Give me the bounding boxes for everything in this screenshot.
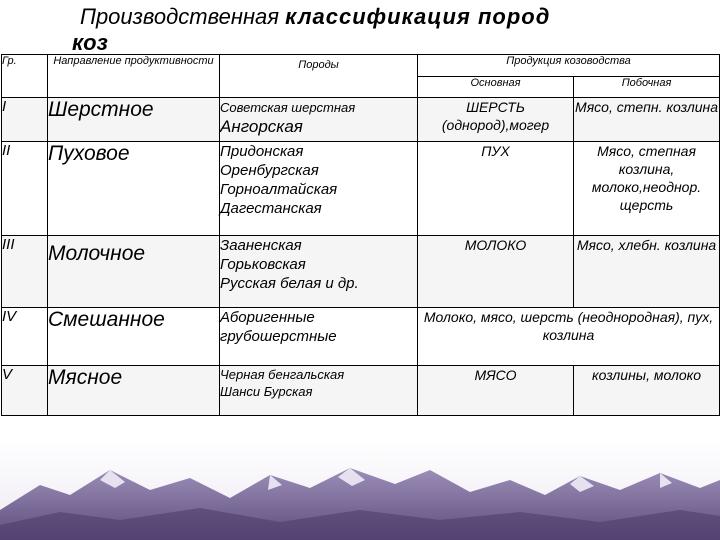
breed-item: Горноалтайская <box>220 181 338 198</box>
header-group: Гр. <box>2 55 48 98</box>
row-side-product: Мясо, хлебн. козлина <box>574 236 720 308</box>
row-main-product: МОЛОКО <box>418 236 574 308</box>
row-group: IV <box>2 308 48 366</box>
row-group: I <box>2 98 48 142</box>
row-breeds <box>220 236 418 308</box>
header-main: Основная <box>418 77 574 98</box>
breed-item: Ангорская <box>220 117 303 136</box>
row-side-product: Мясо, степная козлина, молоко,неоднор. щерсть <box>574 142 720 236</box>
row-side-product: Мясо, степн. козлина <box>574 98 720 142</box>
title-part-3: коз <box>72 30 108 55</box>
row-main-product: ШЕРСТЬ (однород),могер <box>418 98 574 142</box>
row-group: V <box>2 366 48 416</box>
breed-item: Советская шерстная <box>220 100 356 115</box>
header-side: Побочная <box>574 77 720 98</box>
row-side-product: козлины, молоко <box>574 366 720 416</box>
table-row <box>2 142 720 236</box>
breed-item: Зааненская <box>220 237 302 254</box>
row-direction: Смешанное <box>48 308 220 366</box>
row-breeds <box>220 142 418 236</box>
table-row <box>2 98 720 142</box>
table-row <box>2 308 720 366</box>
breed-item: Горьковская <box>220 256 306 273</box>
breed-item: Русская белая и др. <box>220 275 359 292</box>
row-direction: Пуховое <box>48 142 220 236</box>
row-main-product: ПУХ <box>418 142 574 236</box>
header-products: Продукция козоводства <box>418 55 720 77</box>
row-merged-products: Молоко, мясо, шерсть (неоднородная), пух, козлина <box>418 308 720 366</box>
row-breeds <box>220 98 418 142</box>
breed-item: грубошерстные <box>220 328 337 345</box>
slide-title <box>72 4 700 55</box>
row-direction: Мясное <box>48 366 220 416</box>
row-breeds <box>220 366 418 416</box>
row-group: III <box>2 236 48 308</box>
breed-item: Аборигенные <box>220 309 315 326</box>
row-breeds <box>220 308 418 366</box>
breed-item: Придонская <box>220 143 304 160</box>
header-breeds: Породы <box>220 55 418 98</box>
breed-item: Черная бенгальская <box>220 367 345 382</box>
breed-item: Дагестанская <box>220 200 322 217</box>
row-direction: Шерстное <box>48 98 220 142</box>
breed-item: Оренбургская <box>220 162 319 179</box>
title-part-2: классификация пород <box>285 4 551 29</box>
table-row <box>2 236 720 308</box>
row-main-product: МЯСО <box>418 366 574 416</box>
table-row <box>2 366 720 416</box>
row-group: II <box>2 142 48 236</box>
classification-table <box>1 54 720 416</box>
title-part-1: Производственная <box>80 4 280 29</box>
row-direction: Молочное <box>48 236 220 308</box>
breed-item: Шанси Бурская <box>220 384 313 399</box>
mountain-background-image <box>0 440 720 540</box>
header-direction: Направление продуктивности <box>48 55 220 98</box>
